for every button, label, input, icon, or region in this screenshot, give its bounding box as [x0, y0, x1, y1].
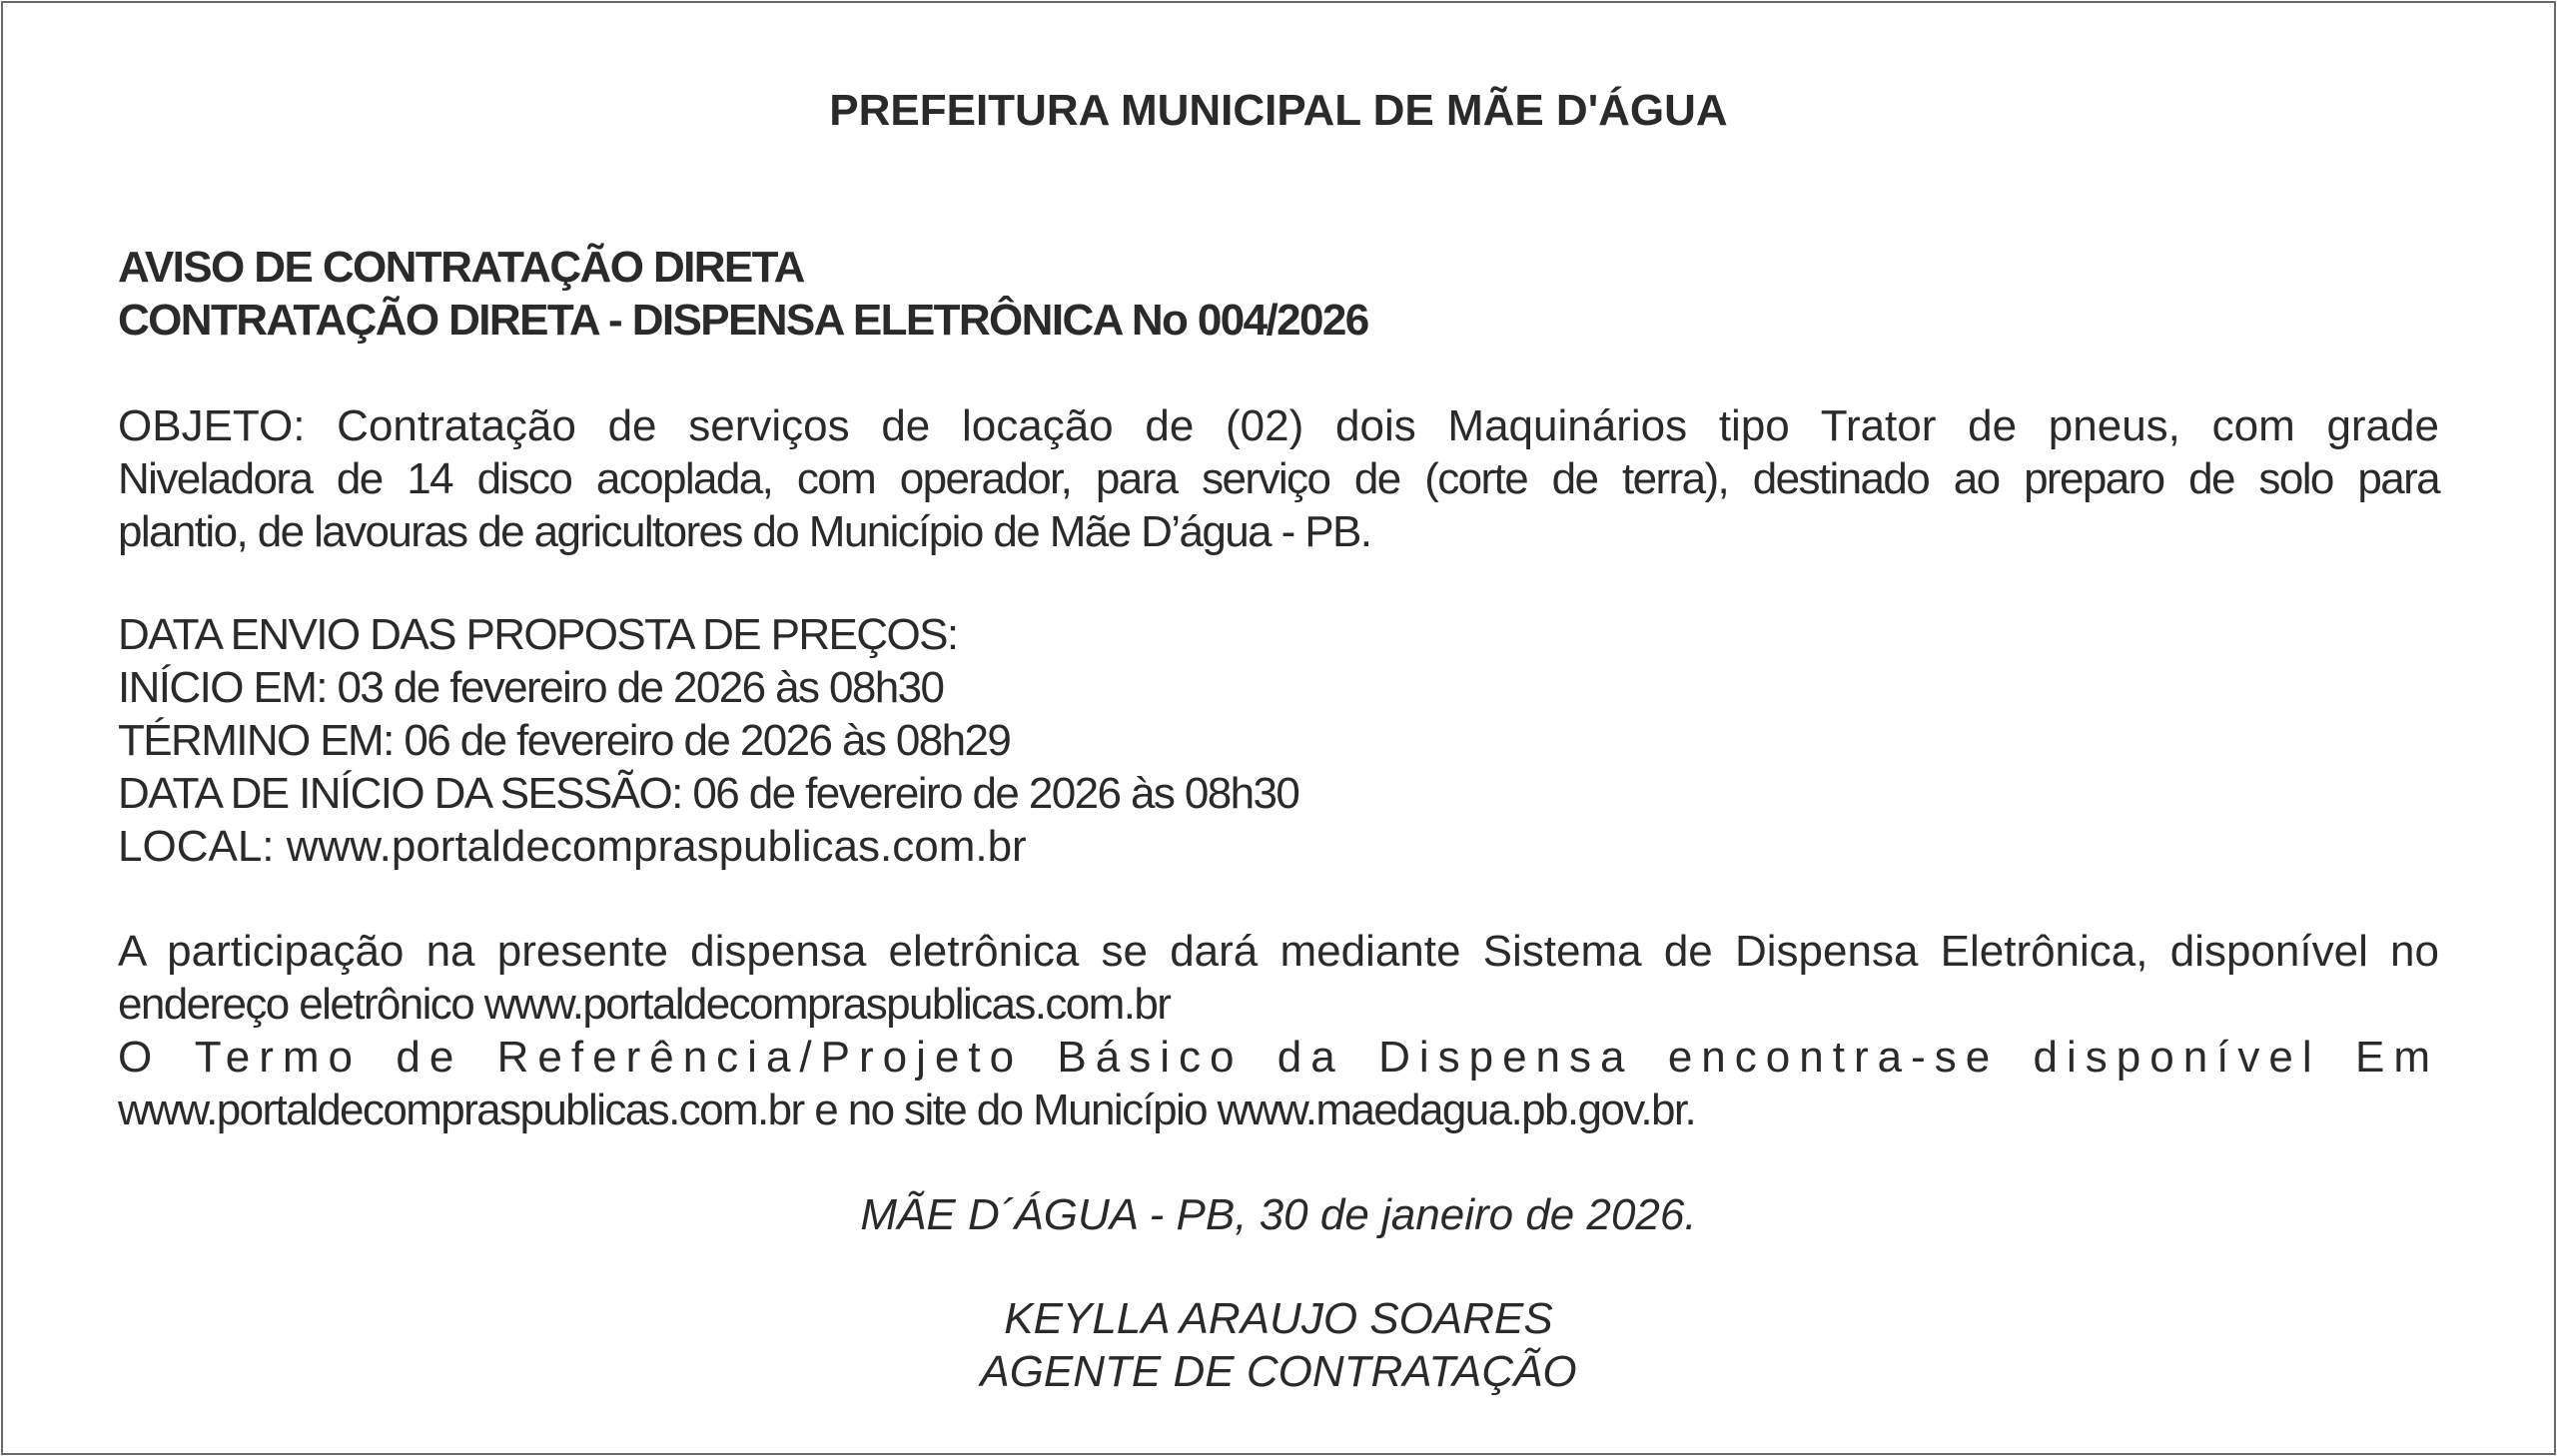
objeto-line: OBJETO: Contratação de serviços de locação de (02) dois Maquinários tipo Trator de pneus, com grade	[118, 401, 2439, 450]
place-date: MÃE D´ÁGUA - PB, 30 de janeiro de 2026.	[860, 1190, 1697, 1239]
signer-role: AGENTE DE CONTRATAÇÃO	[980, 1347, 1577, 1396]
session-start: DATA DE INÍCIO DA SESSÃO: 06 de fevereiro de 2026 às 08h30	[118, 769, 1299, 818]
objeto-line: plantio, de lavouras de agricultores do Município de Mãe D’água - PB.	[118, 507, 1371, 556]
participation-line: www.portaldecompraspublicas.com.br e no site do Município www.maedagua.pb.gov.br.	[118, 1086, 1696, 1134]
participation-line: A participação na presente dispensa eletrônica se dará mediante Sistema de Dispensa Eletrônica, disponível no	[118, 927, 2439, 976]
notice-heading: AVISO DE CONTRATAÇÃO DIRETA	[118, 243, 804, 292]
objeto-line: Niveladora de 14 disco acoplada, com operador, para serviço de (corte de terra), destinado ao preparo de solo para	[118, 454, 2439, 503]
schedule-end: TÉRMINO EM: 06 de fevereiro de 2026 às 08h29	[118, 716, 1011, 765]
schedule-start: INÍCIO EM: 03 de fevereiro de 2026 às 08h30	[118, 663, 944, 712]
participation-line: endereço eletrônico www.portaldecompraspublicas.com.br	[118, 980, 1171, 1029]
notice-subheading: CONTRATAÇÃO DIRETA - DISPENSA ELETRÔNICA No 004/2026	[118, 296, 1368, 345]
participation-line: O Termo de Referência/Projeto Básico da Dispensa encontra-se disponível Em	[118, 1033, 2439, 1082]
schedule-location: LOCAL: www.portaldecompraspublicas.com.br	[118, 822, 1027, 871]
signer-name: KEYLLA ARAUJO SOARES	[1004, 1294, 1553, 1343]
page-title: PREFEITURA MUNICIPAL DE MÃE D'ÁGUA	[829, 86, 1728, 135]
schedule-label: DATA ENVIO DAS PROPOSTA DE PREÇOS:	[118, 610, 958, 659]
